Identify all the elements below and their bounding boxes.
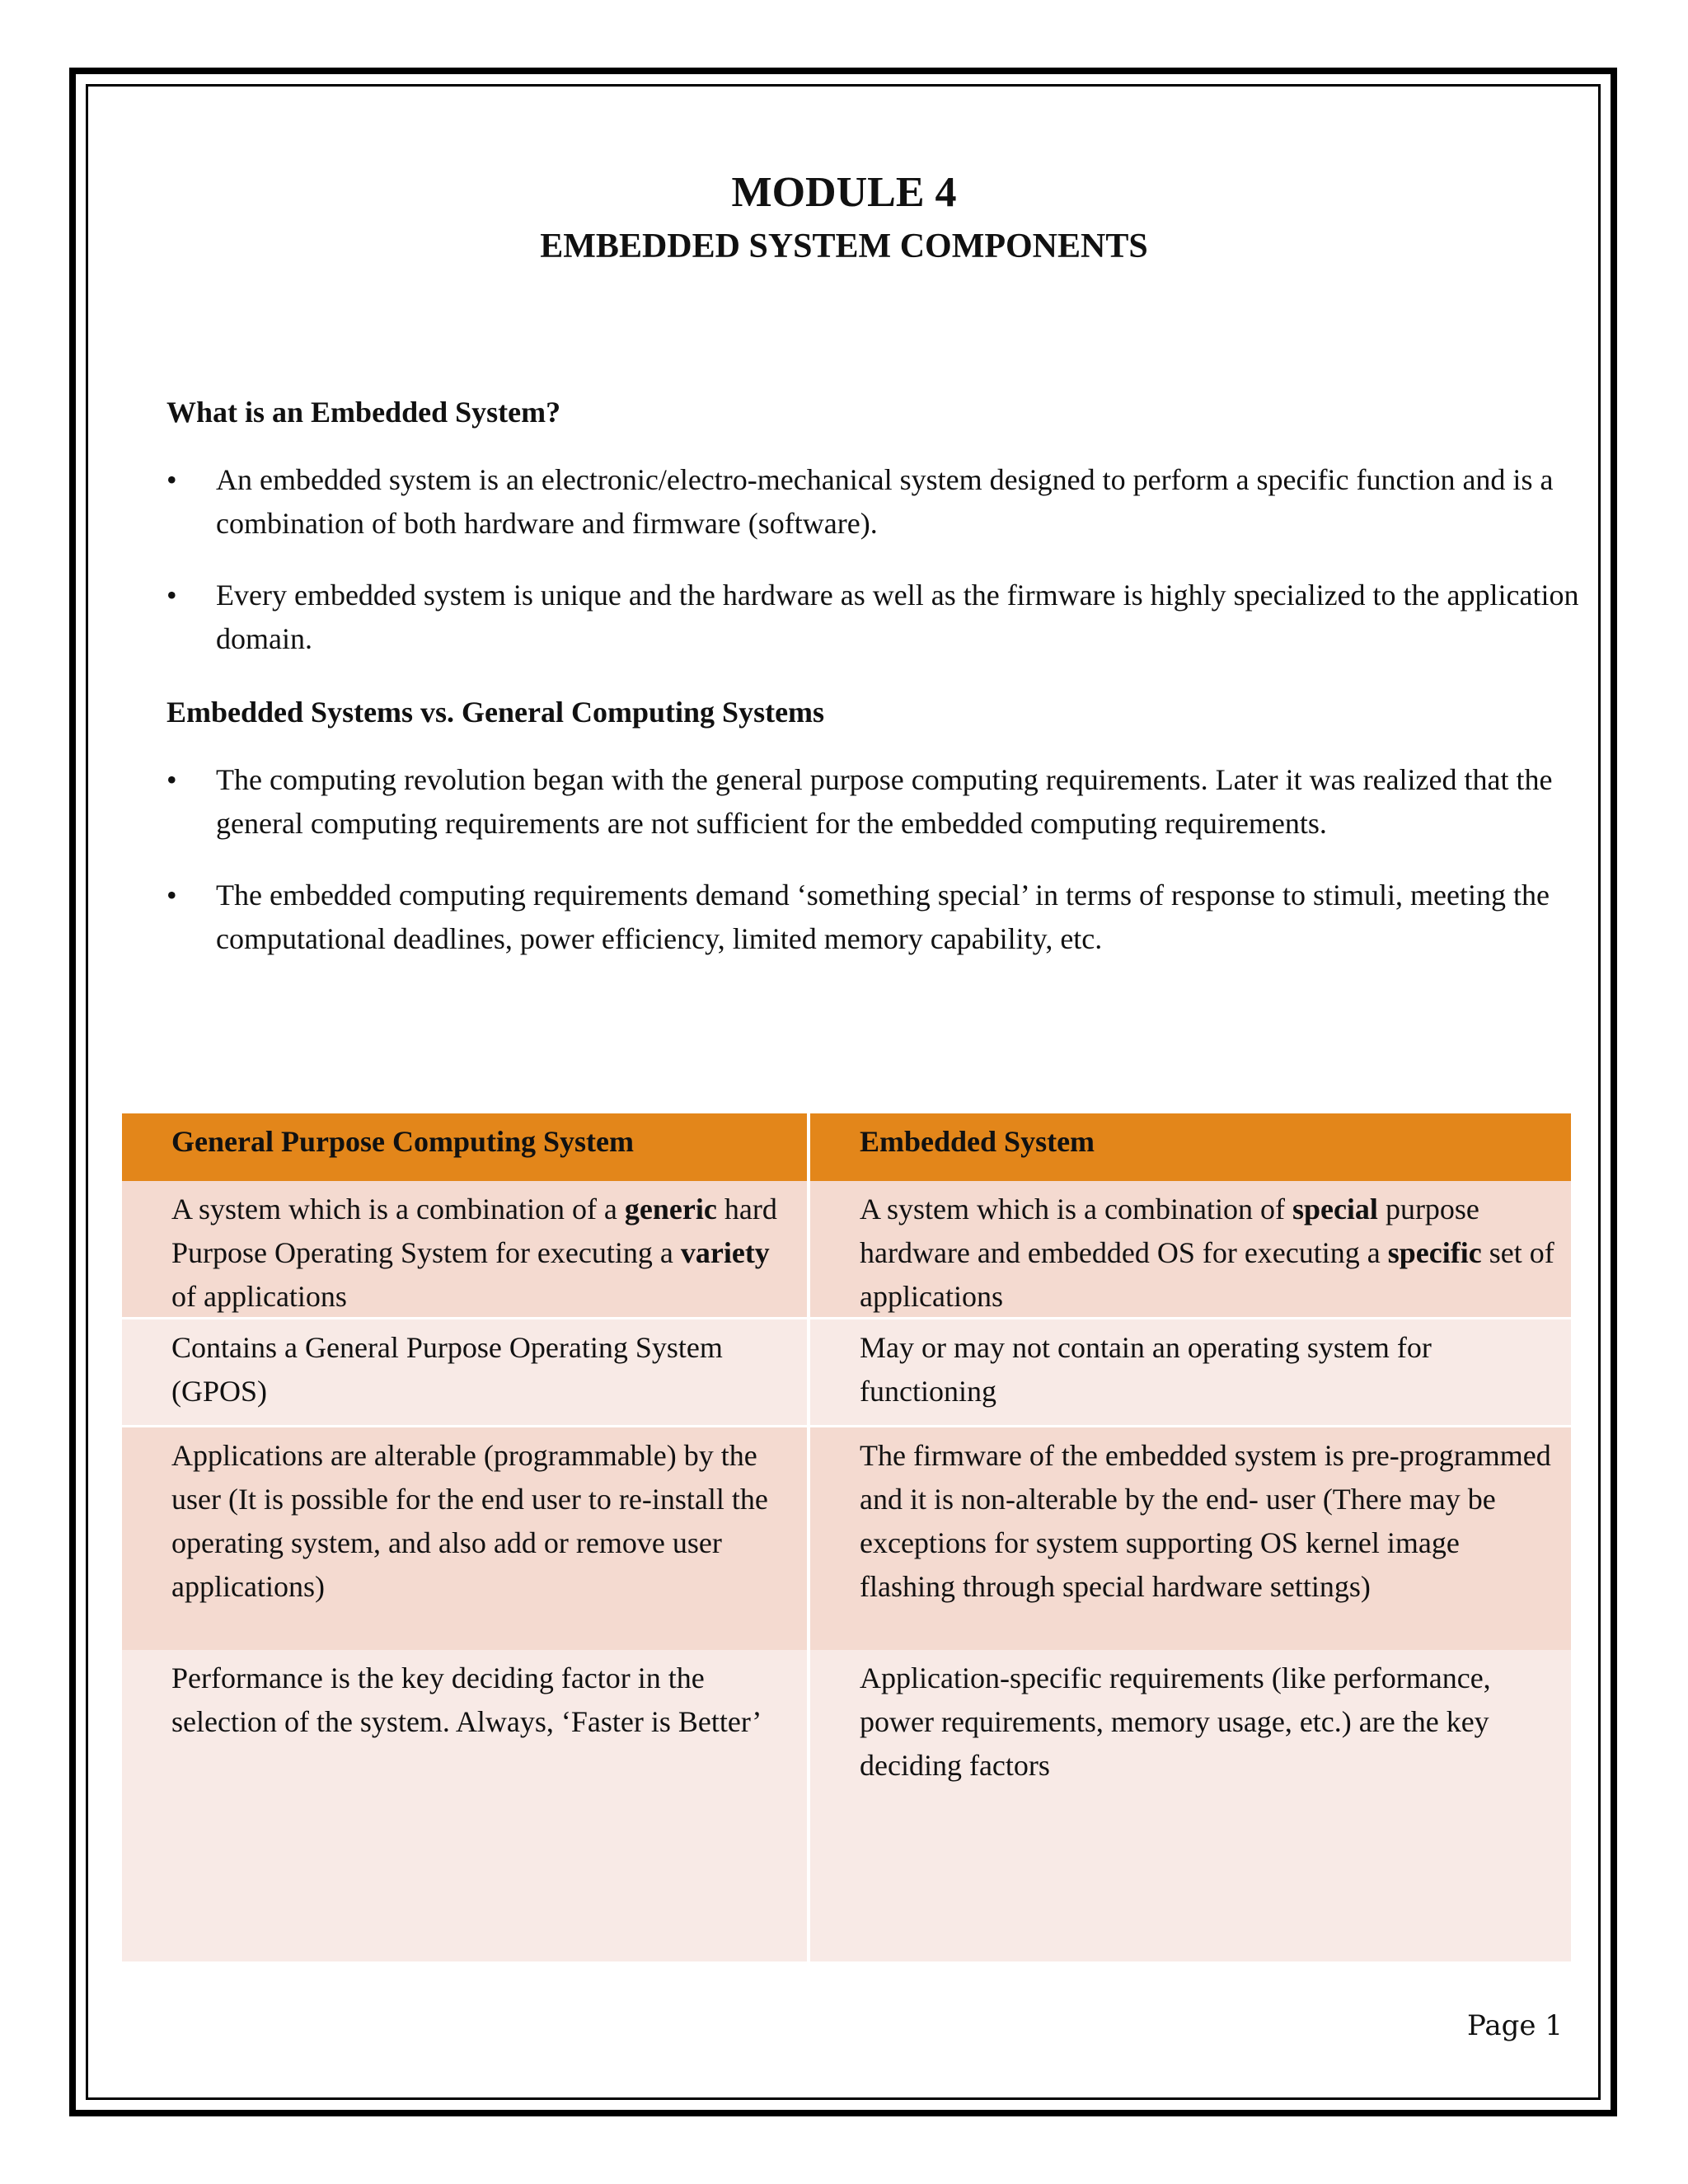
comparison-table [122,1113,1571,1961]
cell-text: of applications [171,1280,347,1313]
cell-text: hard Purpose Operating System for executing a [171,1193,777,1269]
bullet-text: The embedded computing requirements demand ‘something special’ in terms of response to stimuli, meeting the computational deadlines, power efficiency, limited memory capability, etc. [216,879,1550,955]
cell-emphasis: special [1292,1193,1378,1226]
bullet-icon: • [166,763,177,796]
bullet-icon: • [166,463,177,496]
cell-emphasis: specific [1387,1236,1482,1269]
bullet-icon: • [166,879,177,912]
section-heading-comparison: Embedded Systems vs. General Computing Systems [166,696,825,729]
page-title: MODULE 4 [731,169,957,216]
cell-text: set of applications [860,1236,1554,1313]
table-cell: The firmware of the embedded system is pre-programmed and it is non-alterable by the end- user (There may be exceptions for system supporting OS kernel image flashing through special hardware settings) [810,1427,1571,1650]
table-cell: May or may not contain an operating system for functioning [810,1319,1571,1425]
bullet-list-comparison [166,758,1584,961]
table-cell: Performance is the key deciding factor in the selection of the system. Always, ‘Faster is Better’ [122,1650,810,1961]
table-cell: Applications are alterable (programmable) by the user (It is possible for the end user to re-install the operating system, and also add or remove user applications) [122,1427,810,1650]
cell-emphasis: variety [680,1236,770,1269]
table-row [122,1317,1571,1425]
list-item [166,758,1584,846]
cell-text: A system which is a combination of [860,1193,1292,1226]
table-cell: Application-specific requirements (like performance, power requirements, memory usage, etc.) are the key deciding factors [810,1650,1571,1961]
table-row [122,1181,1571,1317]
table-row [122,1650,1571,1961]
list-item [166,458,1584,546]
table-header-general: General Purpose Computing System [122,1113,810,1181]
table-header-embedded: Embedded System [810,1113,1571,1181]
page-subtitle: EMBEDDED SYSTEM COMPONENTS [540,227,1148,265]
table-header-row [122,1113,1571,1181]
cell-emphasis: generic [624,1193,717,1226]
bullet-text: An embedded system is an electronic/electro-mechanical system designed to perform a specific function and is a combination of both hardware and firmware (software). [216,463,1554,540]
bullet-icon: • [166,579,177,612]
list-item [166,874,1584,961]
section-heading-what-is: What is an Embedded System? [166,396,561,429]
table-cell [122,1181,810,1317]
bullet-text: Every embedded system is unique and the hardware as well as the firmware is highly specialized to the application domain. [216,579,1579,655]
list-item [166,574,1584,661]
table-row [122,1425,1571,1650]
table-cell: Contains a General Purpose Operating System (GPOS) [122,1319,810,1425]
table-cell [810,1181,1571,1317]
bullet-list-what-is [166,458,1584,661]
bullet-text: The computing revolution began with the general purpose computing requirements. Later it was realized that the general computing requirements are not sufficient for the embedded computing requirements. [216,763,1553,840]
cell-text: purpose hardware and embedded OS for executing a [860,1193,1479,1269]
page-number: Page 1 [1467,2009,1563,2042]
cell-text: A system which is a combination of a [171,1193,625,1226]
